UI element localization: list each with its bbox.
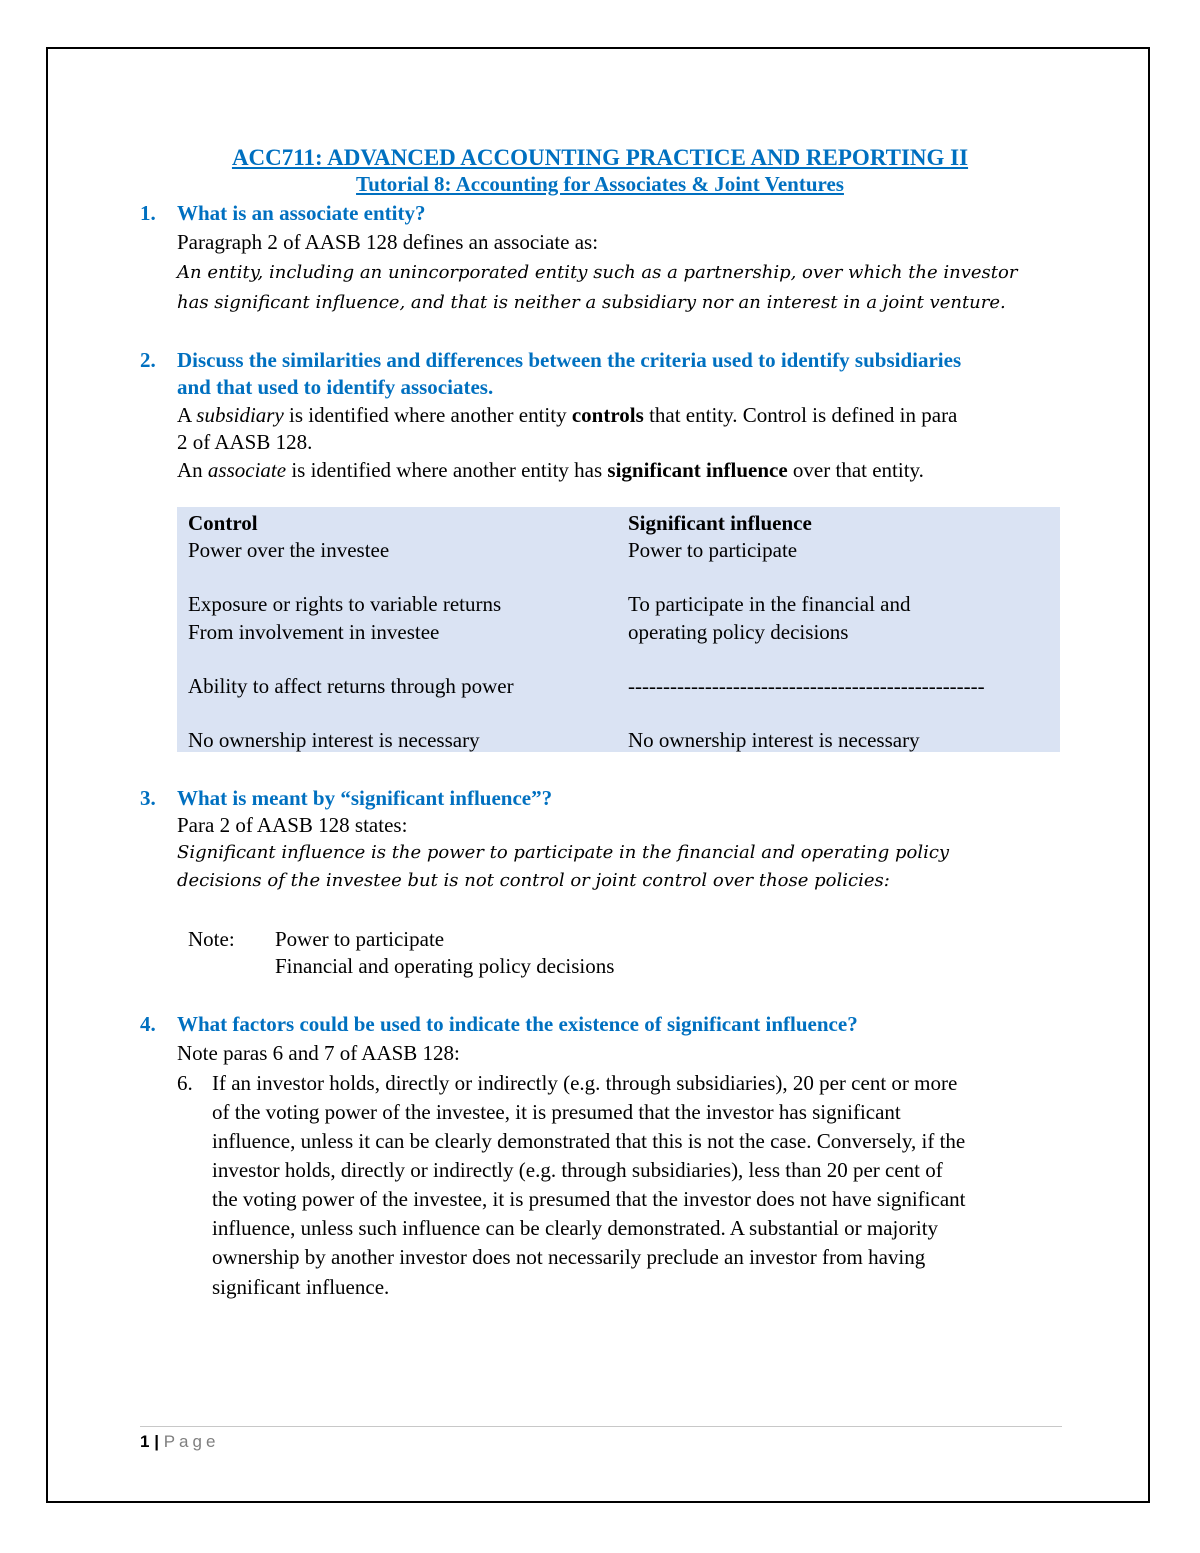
q2-subsidiary-sentence (177, 405, 957, 426)
q2-subsidiary-sentence-line-2: 2 of AASB 128. (177, 430, 313, 454)
document-subtitle: Tutorial 8: Accounting for Associates & Joint Ventures (356, 172, 844, 196)
q3-note-line-1: Power to participate (275, 927, 445, 951)
q3-note-label: Note: (188, 927, 235, 951)
page-number: 1 (140, 1432, 150, 1451)
q2-associate-sentence (177, 460, 924, 481)
q3-quote-line-2: decisions of the investee but is not control or joint control over those policies: (177, 870, 890, 891)
q4-intro: Note paras 6 and 7 of AASB 128: (177, 1041, 460, 1065)
table-r2-left-a: Exposure or rights to variable returns (188, 592, 502, 616)
q2-s2-significant-influence-term: significant influence (607, 458, 788, 482)
table-r2-right-b: operating policy decisions (628, 620, 849, 644)
table-r1-right: Power to participate (628, 538, 798, 562)
q2-s2-associate-term: associate (207, 458, 287, 482)
question-4-text: What factors could be used to indicate the existence of significant influence? (177, 1012, 858, 1036)
table-r4-right: No ownership interest is necessary (628, 728, 920, 752)
q1-quote-line-1: An entity, including an unincorporated entity such as a partnership, over which the investor (177, 262, 1018, 283)
table-r2-left-b: From involvement in investee (188, 620, 440, 644)
q1-quote-line-2: has significant influence, and that is neither a subsidiary nor an interest in a joint venture. (177, 292, 1006, 313)
q2-s1-c: is identified where another entity (283, 403, 572, 427)
q3-quote-line-1: Significant influence is the power to participate in the financial and operating policy (177, 842, 950, 863)
question-2-text-line-1: Discuss the similarities and differences between the criteria used to identify subsidiaries (177, 348, 962, 372)
q2-s2-a: An (177, 458, 208, 482)
q4-item-line: the voting power of the investee, it is presumed that the investor does not have significant (212, 1187, 966, 1211)
table-r3-left: Ability to affect returns through power (188, 674, 514, 698)
question-3-number: 3. (140, 786, 156, 810)
table-header-significant-influence: Significant influence (628, 511, 812, 535)
q3-note-line-2: Financial and operating policy decisions (275, 954, 615, 978)
question-1-number: 1. (140, 201, 156, 225)
footer-divider (140, 1426, 1062, 1427)
q4-item-line: influence, unless such influence can be clearly demonstrated. A substantial or majority (212, 1216, 939, 1240)
q4-item-line: influence, unless it can be clearly demonstrated that this is not the case. Conversely, if the (212, 1129, 966, 1153)
page-label: Page (163, 1432, 220, 1451)
question-3-text: What is meant by “significant influence”? (177, 786, 553, 810)
q1-intro: Paragraph 2 of AASB 128 defines an associate as: (177, 230, 599, 254)
q2-s1-a: A (177, 403, 197, 427)
question-2-number: 2. (140, 348, 156, 372)
table-r3-right-dashes: --------------------------------------------------- (628, 674, 985, 698)
q2-s2-e: over that entity. (787, 458, 924, 482)
q2-s2-c: is identified where another entity has (286, 458, 608, 482)
footer-separator: | (154, 1432, 159, 1451)
table-r2-right-a: To participate in the financial and (628, 592, 911, 616)
q4-item-line: If an investor holds, directly or indirectly (e.g. through subsidiaries), 20 per cent or more (212, 1071, 958, 1095)
table-r4-left: No ownership interest is necessary (188, 728, 480, 752)
q4-item-line: significant influence. (212, 1275, 390, 1299)
question-1-text: What is an associate entity? (177, 201, 426, 225)
q2-s1-subsidiary-term: subsidiary (196, 403, 284, 427)
q2-s1-controls-term: controls (571, 403, 644, 427)
table-header-control: Control (188, 511, 258, 535)
q4-item-line: ownership by another investor does not necessarily preclude an investor from having (212, 1245, 926, 1269)
table-r1-left: Power over the investee (188, 538, 390, 562)
question-2-text-line-2: and that used to identify associates. (177, 375, 494, 399)
question-4-number: 4. (140, 1012, 156, 1036)
q4-item-number: 6. (177, 1071, 193, 1095)
q2-s1-e: that entity. Control is defined in para (643, 403, 958, 427)
q4-item-line: of the voting power of the investee, it is presumed that the investor has significant (212, 1100, 901, 1124)
page-footer (140, 1433, 219, 1450)
q3-intro: Para 2 of AASB 128 states: (177, 813, 408, 837)
document-title: ACC711: ADVANCED ACCOUNTING PRACTICE AND REPORTING II (231, 145, 969, 170)
q4-item-line: investor holds, directly or indirectly (e.g. through subsidiaries), less than 20 per cent of (212, 1158, 943, 1182)
